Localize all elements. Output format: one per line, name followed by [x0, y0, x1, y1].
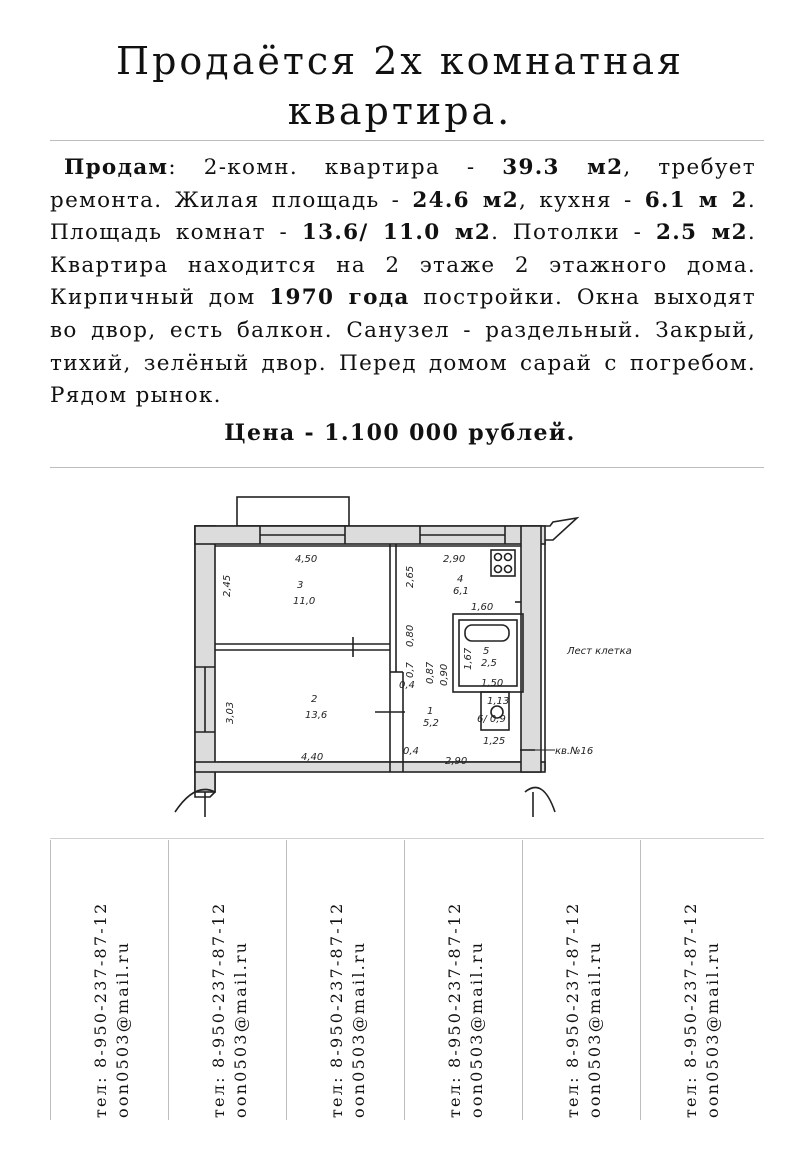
tab-phone: тел: 8-950-237-87-12: [327, 901, 346, 1118]
desc-text-1: : 2-комн. квартира -: [168, 155, 503, 180]
tab-email: oon0503@mail.ru: [349, 940, 368, 1118]
dim-07: 0,7: [405, 662, 416, 678]
living-area: 24.6 м2: [412, 187, 519, 213]
r3-area: 11,0: [293, 596, 316, 607]
hall-dim: 1,25: [483, 736, 506, 747]
kitchen-area-label: 6,1: [453, 586, 469, 597]
dim-087: 0,87: [425, 661, 436, 684]
dim-04b: 0,4: [403, 746, 419, 757]
title-line-2: квартира.: [287, 89, 513, 133]
desc-text-3: , кухня -: [518, 187, 645, 213]
dim-04a: 0,4: [399, 680, 415, 691]
tear-off-tab[interactable]: [404, 840, 523, 1120]
tab-phone: тел: 8-950-237-87-12: [563, 901, 582, 1118]
desc-text-2: , требует ремонта. Жилая площадь -: [50, 155, 756, 213]
price: Цена - 1.100 000 рублей.: [224, 420, 576, 446]
ceiling-height: 2.5 м2: [655, 220, 748, 246]
wc-dim: 1,13: [487, 696, 510, 707]
hall-number: 1: [427, 706, 434, 717]
desc-text-5: . Потолки -: [491, 220, 656, 246]
tab-phone: тел: 8-950-237-87-12: [209, 901, 228, 1118]
dim-090: 0,90: [439, 663, 450, 686]
top-divider: [50, 140, 764, 141]
stair-label: Лест клетка: [567, 646, 632, 657]
rooms-area: 13.6/ 11.0 м2: [301, 220, 492, 246]
tab-phone: тел: 8-950-237-87-12: [91, 901, 110, 1118]
tear-off-tab[interactable]: [522, 840, 641, 1120]
tear-off-tab[interactable]: [168, 840, 287, 1120]
tab-email: oon0503@mail.ru: [703, 940, 722, 1118]
tab-phone: тел: 8-950-237-87-12: [445, 901, 464, 1118]
r2-width: 4,40: [301, 752, 324, 763]
dim-080: 0,80: [405, 624, 416, 647]
wc-area: 6/ 0,9: [477, 714, 506, 725]
bath-area: 2,5: [481, 658, 497, 669]
title-line-1: Продаётся 2х комнатная: [115, 39, 685, 83]
floor-plan: [175, 492, 632, 827]
sell-label: Продам: [64, 155, 169, 180]
built-year: 1970 года: [269, 285, 410, 311]
desc-text-6: . Квартира находится на 2 этаже 2 этажного дома. Кирпичный дом: [50, 220, 756, 311]
total-area: 39.3 м2: [502, 155, 624, 180]
hall-width: 2,90: [445, 756, 468, 767]
desc-text-4: . Площадь комнат -: [50, 187, 756, 246]
tear-off-tab[interactable]: [50, 840, 169, 1120]
kitchen-width: 2,90: [443, 554, 466, 565]
tab-email: oon0503@mail.ru: [585, 940, 604, 1118]
desc-text-7: постройки. Окна выходят во двор, есть балкон. Санузел - раздельный. Закрый, тихий, зелёный двор. Перед домом сарай с погребом. Рядом рынок.: [50, 285, 756, 409]
tabs-divider: [50, 838, 764, 839]
hall-area: 5,2: [423, 718, 439, 729]
r3-depth: 2,65: [405, 565, 416, 588]
r3-height: 2,45: [222, 574, 233, 597]
tear-off-tabs: [50, 840, 764, 1120]
apartment-label: кв.№16: [555, 746, 594, 757]
r2-height: 3,03: [225, 701, 236, 724]
r3-width: 4,50: [295, 554, 318, 565]
middle-divider: [50, 467, 764, 468]
tear-off-tab[interactable]: [286, 840, 405, 1120]
tab-email: oon0503@mail.ru: [231, 940, 250, 1118]
tear-off-tab[interactable]: [640, 840, 759, 1120]
outer-wall: [195, 518, 577, 797]
listing-description: [50, 152, 756, 413]
page-title: [0, 36, 800, 136]
kitchen-area: 6.1 м 2: [644, 187, 748, 213]
kitchen-dim: 1,60: [471, 602, 494, 613]
tab-email: oon0503@mail.ru: [467, 940, 486, 1118]
balcony-outline: [237, 497, 349, 526]
kitchen-number: 4: [457, 574, 464, 585]
r2-number: 2: [311, 694, 318, 705]
bath-number: 5: [483, 646, 490, 657]
tab-email: oon0503@mail.ru: [113, 940, 132, 1118]
bath-width: 1,50: [481, 678, 504, 689]
bath-dim: 1,67: [463, 647, 474, 670]
r3-number: 3: [297, 580, 304, 591]
tab-phone: тел: 8-950-237-87-12: [681, 901, 700, 1118]
r2-area: 13,6: [305, 710, 328, 721]
